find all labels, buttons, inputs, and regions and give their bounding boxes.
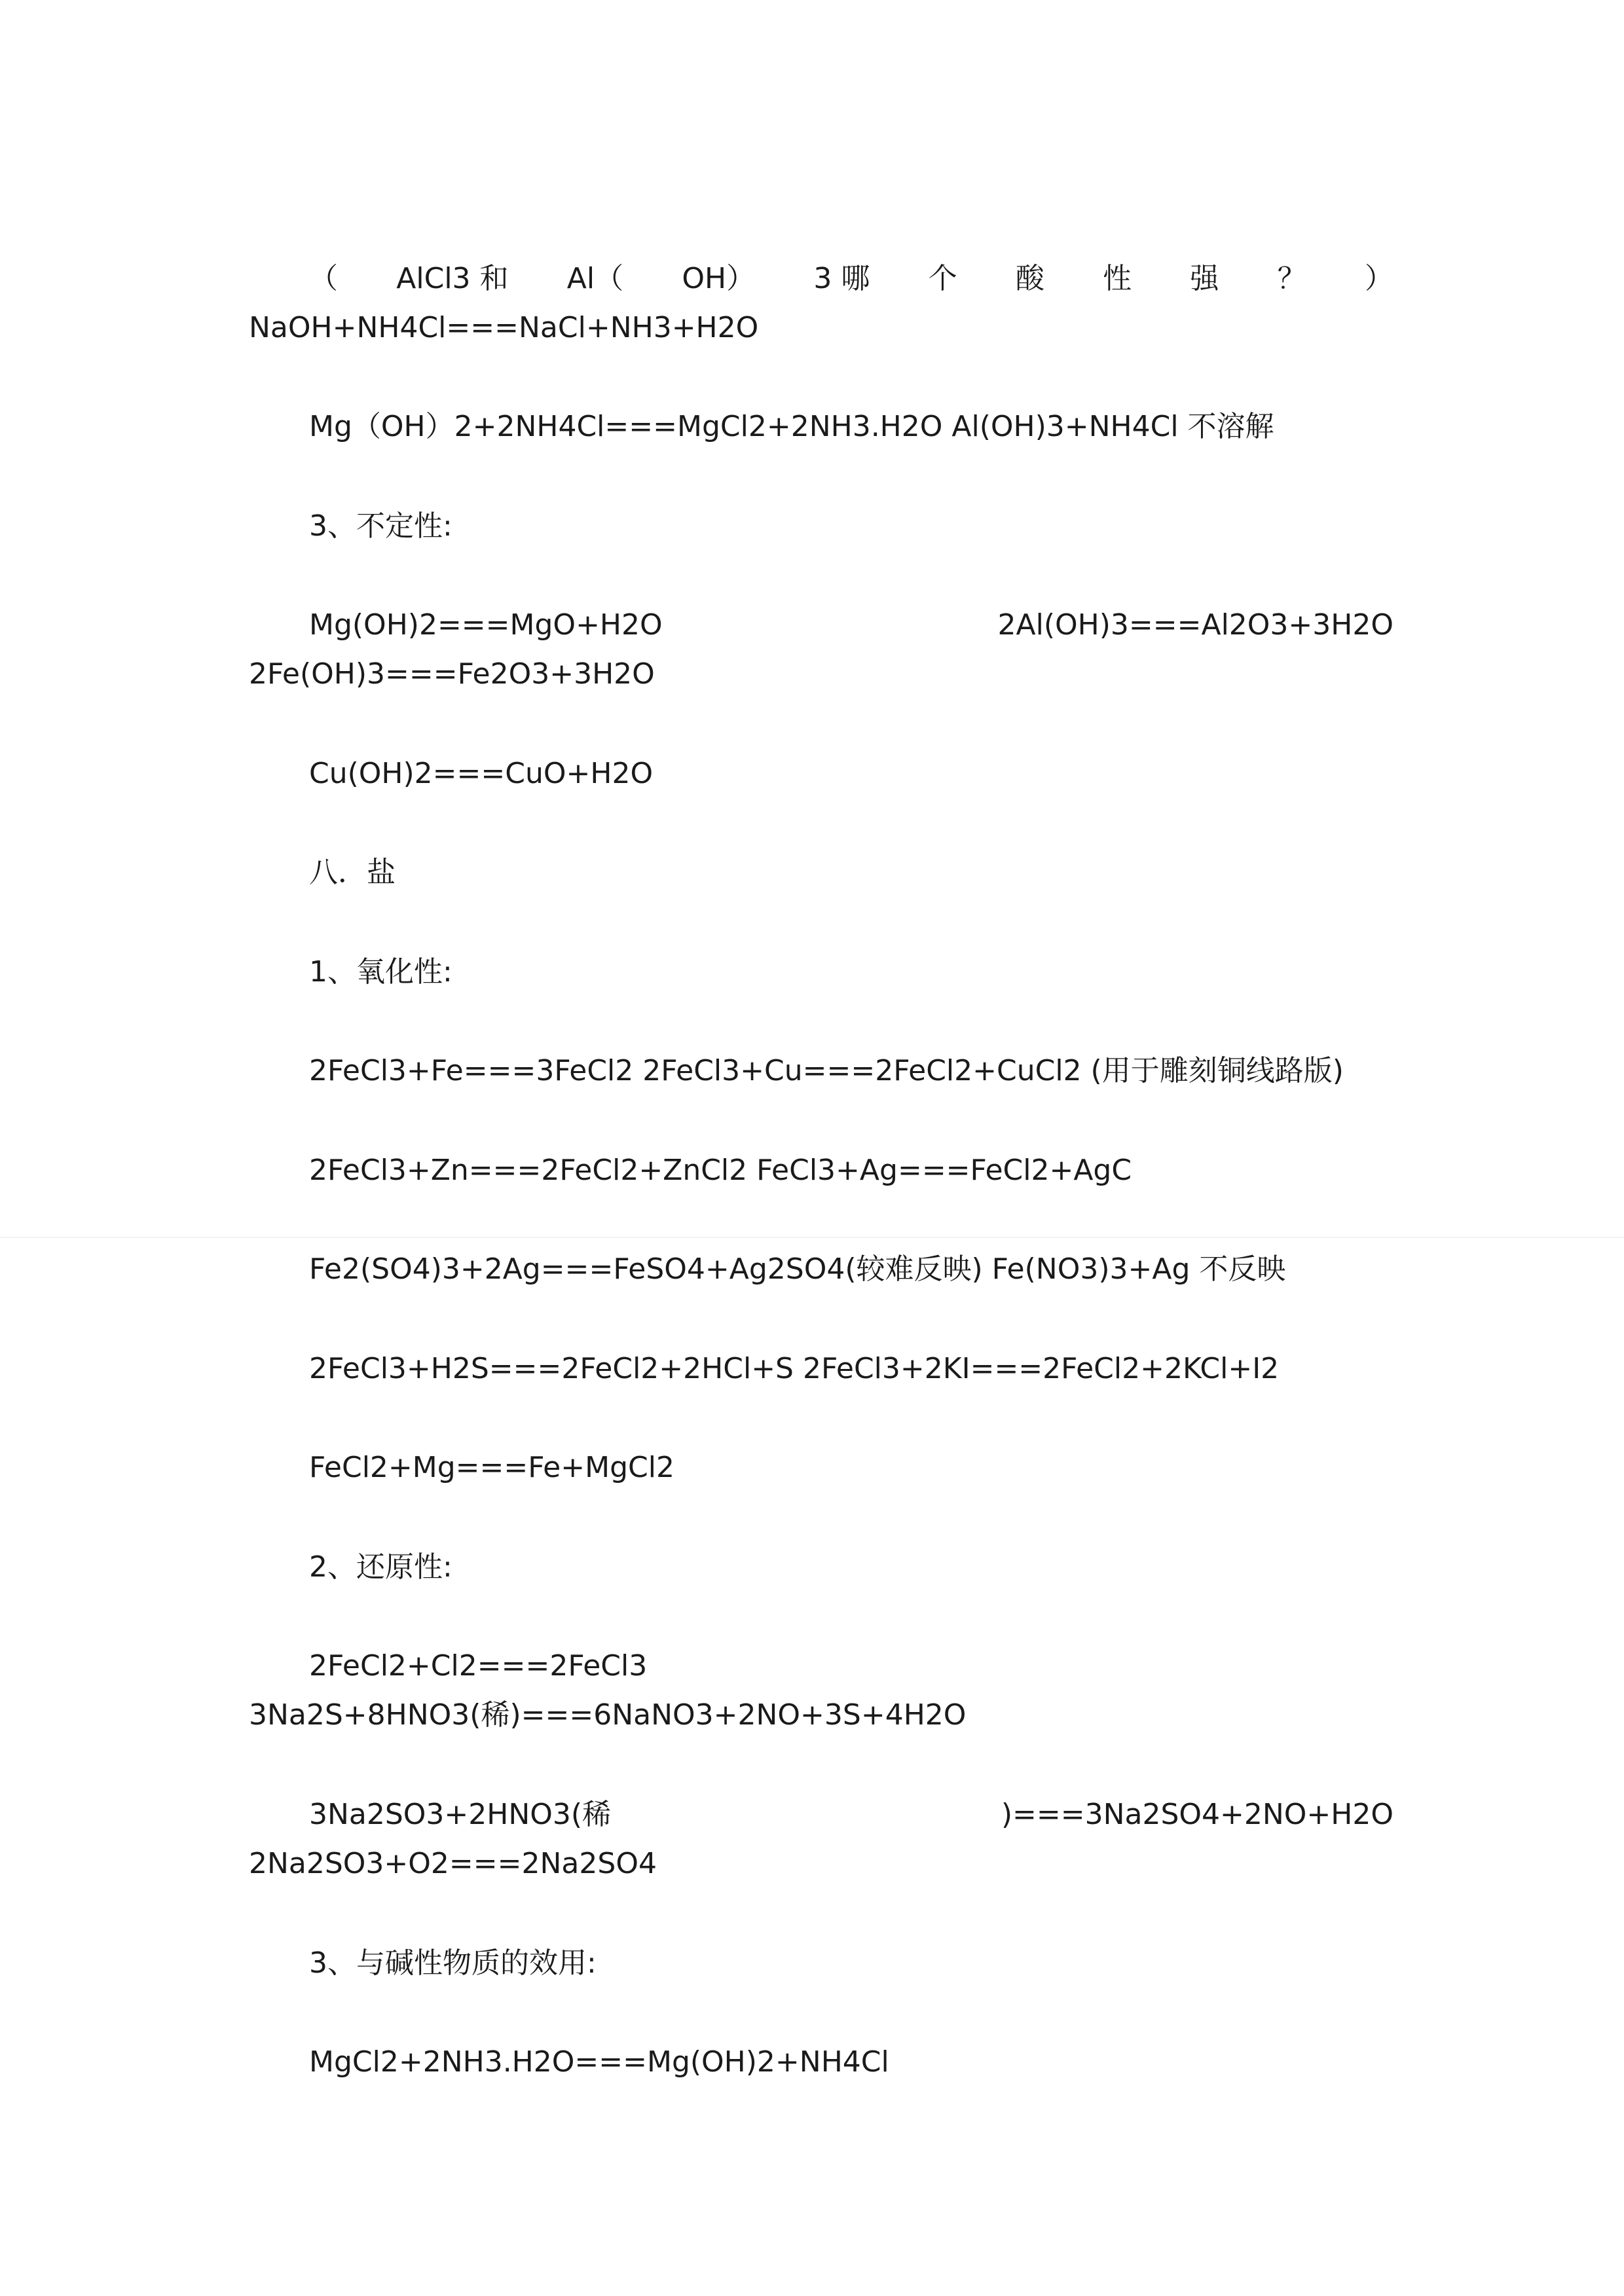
text-token: 个 [928, 262, 957, 295]
equation-line: Mg（OH）2+2NH4Cl===MgCl2+2NH3.H2O Al(OH)3+NH4Cl 不溶解 [309, 410, 1274, 443]
equation-line: Cu(OH)2===CuO+H2O [309, 757, 654, 790]
chapter-heading: 八．盐 [309, 856, 396, 889]
text-token: Al（ [566, 262, 624, 295]
equation-line: 2FeCl3+Fe===3FeCl2 2FeCl3+Cu===2FeCl2+CuCl2 (用于雕刻铜线路版) [309, 1054, 1344, 1087]
text-token: Mg(OH)2===MgO+H2O [309, 608, 663, 642]
equation-line [309, 600, 1393, 650]
text-token: )===3Na2SO4+2NO+H2O [1001, 1798, 1393, 1831]
equation-line: FeCl2+Mg===Fe+MgCl2 [309, 1451, 674, 1484]
equation-line: 2Fe(OH)3===Fe2O3+3H2O [249, 657, 655, 691]
text-token: 3 哪 [813, 262, 870, 295]
text-token: OH） [682, 262, 756, 295]
text-token: 性 [1103, 262, 1132, 295]
text-token: ？ [1277, 262, 1306, 295]
section-heading: 3、不定性: [309, 509, 452, 543]
page-divider [0, 1237, 1624, 1238]
equation-line: 2FeCl3+H2S===2FeCl2+2HCl+S 2FeCl3+2KI===2FeCl2+2KCl+I2 [309, 1352, 1280, 1385]
equation-line: 2FeCl2+Cl2===2FeCl3 [309, 1649, 648, 1683]
section-heading: 1、氧化性: [309, 955, 452, 989]
equation-line: 2Na2SO3+O2===2Na2SO4 [249, 1847, 657, 1880]
text-token: ） [1364, 262, 1393, 295]
equation-line [309, 1790, 1393, 1840]
equation-line: NaOH+NH4Cl===NaCl+NH3+H2O [249, 311, 759, 344]
text-token: （ [309, 262, 338, 295]
text-token: 3Na2SO3+2HNO3(稀 [309, 1798, 612, 1831]
question-line [309, 254, 1393, 304]
section-heading: 2、还原性: [309, 1550, 452, 1584]
equation-line: 3Na2S+8HNO3(稀)===6NaNO3+2NO+3S+4H2O [249, 1698, 967, 1732]
text-token: 2Al(OH)3===Al2O3+3H2O [997, 608, 1393, 642]
text-token: AlCl3 和 [396, 262, 509, 295]
text-token: 强 [1190, 262, 1219, 295]
text-token: 酸 [1015, 262, 1044, 295]
equation-line: 2FeCl3+Zn===2FeCl2+ZnCl2 FeCl3+Ag===FeCl2+AgC [309, 1154, 1132, 1187]
section-heading: 3、与碱性物质的效用: [309, 1946, 597, 1980]
equation-line: Fe2(SO4)3+2Ag===FeSO4+Ag2SO4(较难反映) Fe(NO3)3+Ag 不反映 [309, 1252, 1286, 1286]
equation-line: MgCl2+2NH3.H2O===Mg(OH)2+NH4Cl [309, 2045, 889, 2079]
